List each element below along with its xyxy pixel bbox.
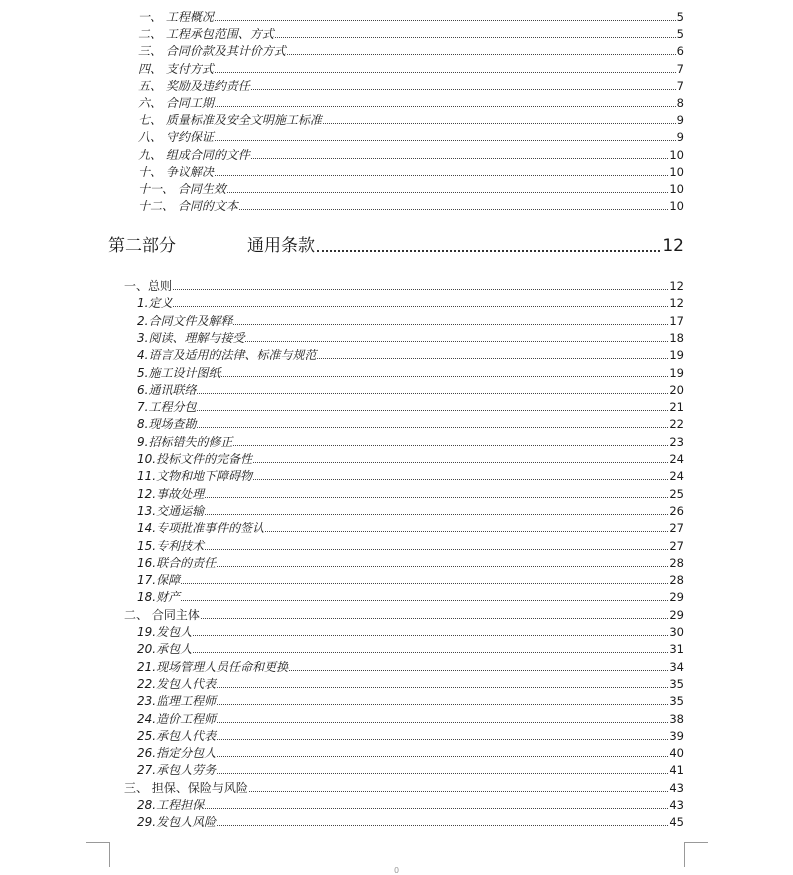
toc-entry-page-number: 28 (669, 555, 684, 570)
page-corner-mark-left (86, 842, 110, 843)
toc-entry-title: 8.现场查勘 (137, 417, 197, 432)
toc-entry-page-number: 9 (676, 113, 684, 128)
toc-entry[interactable] (138, 43, 684, 58)
toc-entry[interactable] (137, 572, 684, 587)
toc-entry-title: 11.文物和地下障碍物 (137, 469, 253, 484)
page-corner-mark-right-vertical (684, 842, 685, 867)
toc-entry-page-number: 41 (669, 763, 684, 778)
dot-leader (215, 20, 676, 21)
toc-entry-page-number: 28 (669, 573, 684, 588)
dot-leader (227, 192, 669, 193)
toc-entry-page-number: 18 (669, 330, 684, 345)
toc-entry[interactable] (137, 762, 684, 777)
toc-entry-title: 一、 工程概况 (138, 10, 214, 24)
dot-leader (251, 89, 676, 90)
page-corner-mark-right (684, 842, 708, 843)
toc-entry-page-number: 9 (676, 130, 684, 145)
toc-entry-title: 十、 争议解决 (138, 164, 214, 179)
dot-leader (317, 250, 660, 252)
dot-leader (253, 462, 668, 463)
toc-entry-title: 9.招标错失的修正 (137, 434, 233, 449)
toc-entry-page-number: 10 (669, 182, 684, 196)
toc-entry-page-number: 7 (676, 78, 684, 93)
toc-entry[interactable] (138, 147, 684, 162)
page-corner-mark-left-vertical (109, 842, 110, 867)
dot-leader (239, 209, 669, 210)
toc-entry-title: 24.造价工程师 (137, 711, 217, 726)
toc-entry-page-number: 10 (669, 147, 684, 162)
toc-entry-page-number: 23 (669, 434, 684, 449)
toc-entry-page-number: 27 (669, 521, 684, 536)
toc-entry[interactable] (137, 659, 684, 674)
dot-leader (173, 289, 668, 290)
part-label: 第二部分 (108, 236, 176, 256)
toc-entry-title: 3.阅读、理解与接受 (137, 330, 245, 345)
toc-entry-title: 10.投标文件的完备性 (137, 452, 253, 466)
toc-entry[interactable] (137, 538, 684, 553)
dot-leader (251, 158, 669, 159)
toc-entry-title: 4.语言及适用的法律、标准与规范 (137, 348, 317, 363)
part-title: 通用条款 (247, 236, 315, 256)
toc-entry-page-number: 40 (669, 746, 684, 761)
dot-leader (233, 324, 668, 325)
toc-entry-page-number: 31 (669, 642, 684, 657)
dot-leader (173, 306, 668, 307)
toc-entry-page-number: 19 (669, 348, 684, 363)
dot-leader (233, 445, 668, 446)
dot-leader (193, 635, 668, 636)
toc-entry-page-number: 25 (669, 486, 684, 501)
toc-entry-title: 四、 支付方式 (138, 61, 214, 76)
dot-leader (181, 583, 668, 584)
toc-entry-title: 19.发包人 (137, 625, 193, 639)
dot-leader (205, 514, 668, 515)
toc-entry-page-number: 26 (669, 503, 684, 518)
toc-entry-page-number: 5 (676, 10, 684, 24)
toc-entry-page-number: 12 (669, 279, 684, 293)
toc-entry[interactable] (138, 164, 684, 179)
toc-entry[interactable] (137, 711, 684, 726)
toc-entry[interactable] (137, 589, 684, 604)
toc-entry-page-number: 24 (669, 469, 684, 484)
toc-entry[interactable] (137, 313, 684, 328)
toc-entry-title: 29.发包人风险 (137, 815, 217, 830)
toc-entry-title: 三、 合同价款及其计价方式 (138, 44, 286, 59)
toc-entry-title: 18.财产 (137, 590, 181, 605)
toc-entry-page-number: 29 (669, 607, 684, 622)
toc-entry-title: 14.专项批准事件的签认 (137, 521, 265, 536)
toc-entry-title: 六、 合同工期 (138, 96, 214, 110)
toc-entry[interactable] (138, 61, 684, 76)
toc-entry-page-number: 17 (669, 313, 684, 328)
toc-entry-title: 13.交通运输 (137, 503, 205, 518)
toc-entry[interactable] (138, 112, 684, 127)
dot-leader (205, 549, 668, 550)
toc-entry-page-number: 10 (669, 164, 684, 179)
dot-leader (197, 410, 668, 411)
dot-leader (215, 106, 676, 107)
toc-entry-title: 27.承包人劳务 (137, 763, 217, 778)
dot-leader (217, 773, 668, 774)
dot-leader (317, 358, 668, 359)
dot-leader (217, 756, 668, 757)
toc-entry[interactable] (137, 520, 684, 535)
toc-entry-page-number: 24 (669, 452, 684, 466)
toc-entry[interactable] (137, 503, 684, 518)
toc-entry[interactable] (137, 676, 684, 691)
toc-entry[interactable] (137, 555, 684, 570)
dot-leader (201, 618, 669, 619)
toc-entry-page-number: 39 (669, 728, 684, 743)
toc-entry-title: 十一、 合同生效 (138, 182, 226, 196)
toc-entry-page-number: 21 (669, 400, 684, 415)
toc-entry-page-number: 38 (669, 711, 684, 726)
toc-entry-title: 12.事故处理 (137, 486, 205, 501)
toc-entry[interactable] (137, 399, 684, 414)
dot-leader (181, 600, 668, 601)
toc-entry-title: 25.承包人代表 (137, 728, 217, 743)
toc-entry[interactable] (137, 486, 684, 501)
dot-leader (217, 825, 668, 826)
toc-entry-page-number: 19 (669, 365, 684, 380)
toc-entry[interactable] (138, 78, 684, 93)
toc-entry-page-number: 43 (669, 798, 684, 812)
dot-leader (289, 670, 668, 671)
dot-leader (221, 376, 668, 377)
dot-leader (323, 123, 676, 124)
toc-entry-page-number: 45 (669, 815, 684, 830)
dot-leader (205, 497, 668, 498)
toc-entry-page-number: 27 (669, 538, 684, 553)
toc-entry-page-number: 6 (676, 44, 684, 59)
toc-entry-page-number: 34 (669, 659, 684, 674)
dot-leader (245, 341, 668, 342)
toc-entry[interactable] (138, 129, 684, 144)
toc-entry-title: 5.施工设计图纸 (137, 365, 221, 380)
toc-entry-page-number: 12 (669, 296, 684, 311)
toc-entry[interactable] (137, 468, 684, 483)
toc-entry-title: 16.联合的责任 (137, 555, 217, 570)
dot-leader (217, 566, 668, 567)
toc-entry-title: 二、 工程承包范围、方式 (138, 27, 274, 42)
toc-entry[interactable] (138, 181, 684, 196)
toc-entry-page-number: 10 (669, 199, 684, 214)
toc-entry-title: 20.承包人 (137, 642, 193, 657)
toc-entry-title: 八、 守约保证 (138, 130, 214, 145)
toc-entry-title: 十二、 合同的文本 (138, 199, 238, 214)
toc-entry[interactable] (137, 382, 684, 397)
dot-leader (217, 739, 668, 740)
toc-entry-title: 28.工程担保 (137, 798, 205, 812)
toc-entry-title: 6.通讯联络 (137, 382, 197, 397)
dot-leader (215, 140, 676, 141)
toc-entry-title: 17.保障 (137, 573, 181, 588)
toc-entry[interactable] (124, 607, 684, 622)
toc-entry-title: 21.现场管理人员任命和更换 (137, 659, 289, 674)
toc-entry-page-number: 7 (676, 61, 684, 76)
dot-leader (215, 175, 669, 176)
toc-entry-title: 7.工程分包 (137, 400, 197, 415)
toc-entry-page-number: 43 (669, 780, 684, 795)
toc-entry[interactable] (138, 26, 684, 41)
dot-leader (217, 687, 668, 688)
toc-entry-title: 二、 合同主体 (124, 607, 200, 622)
toc-entry-title: 15.专利技术 (137, 538, 205, 553)
dot-leader (217, 704, 668, 705)
toc-entry-title: 1.定义 (137, 296, 173, 311)
toc-entry[interactable] (137, 693, 684, 708)
toc-entry[interactable] (124, 780, 684, 795)
toc-entry-page-number: 22 (669, 417, 684, 432)
toc-entry[interactable] (137, 814, 684, 829)
toc-entry[interactable] (137, 797, 684, 812)
toc-entry-page-number: 8 (676, 96, 684, 110)
toc-entry[interactable] (137, 365, 684, 380)
toc-entry-title: 七、 质量标准及安全文明施工标准 (138, 113, 322, 128)
toc-entry-title: 九、 组成合同的文件 (138, 147, 250, 162)
dot-leader (197, 427, 668, 428)
toc-entry-page-number: 5 (676, 27, 684, 42)
toc-entry[interactable] (137, 416, 684, 431)
toc-entry-page-number: 20 (669, 382, 684, 397)
dot-leader (215, 72, 676, 73)
toc-entry-page-number: 35 (669, 694, 684, 709)
toc-entry-title: 一、总则 (124, 279, 173, 293)
dot-leader (205, 808, 668, 809)
toc-entry[interactable] (138, 198, 684, 213)
dot-leader (265, 531, 668, 532)
toc-entry-title: 2.合同文件及解释 (137, 313, 233, 328)
toc-entry-title: 22.发包人代表 (137, 676, 217, 691)
toc-entry-title: 五、 奖励及违约责任 (138, 78, 250, 93)
toc-entry[interactable] (137, 728, 684, 743)
dot-leader (287, 54, 676, 55)
dot-leader (249, 791, 669, 792)
toc-entry-title: 三、 担保、保险与风险 (124, 780, 248, 795)
dot-leader (275, 37, 676, 38)
toc-entry[interactable] (124, 278, 684, 293)
page-marker: 0 (394, 866, 400, 875)
toc-entry[interactable] (138, 95, 684, 110)
toc-entry-page-number: 35 (669, 676, 684, 691)
toc-entry[interactable] (137, 641, 684, 656)
toc-entry[interactable] (137, 330, 684, 345)
toc-entry-page-number: 29 (669, 590, 684, 605)
toc-entry[interactable] (137, 624, 684, 639)
part-page-number: 12 (662, 236, 684, 256)
toc-entry[interactable] (137, 347, 684, 362)
toc-entry[interactable] (138, 9, 684, 24)
toc-part-heading[interactable] (108, 235, 684, 257)
toc-entry[interactable] (137, 434, 684, 449)
dot-leader (253, 479, 668, 480)
dot-leader (197, 393, 668, 394)
toc-entry[interactable] (137, 451, 684, 466)
toc-entry-title: 26.指定分包人 (137, 746, 217, 761)
toc-entry-title: 23.监理工程师 (137, 694, 217, 709)
toc-entry-page-number: 30 (669, 625, 684, 639)
dot-leader (217, 722, 668, 723)
toc-entry[interactable] (137, 745, 684, 760)
toc-entry[interactable] (137, 295, 684, 310)
dot-leader (193, 652, 668, 653)
